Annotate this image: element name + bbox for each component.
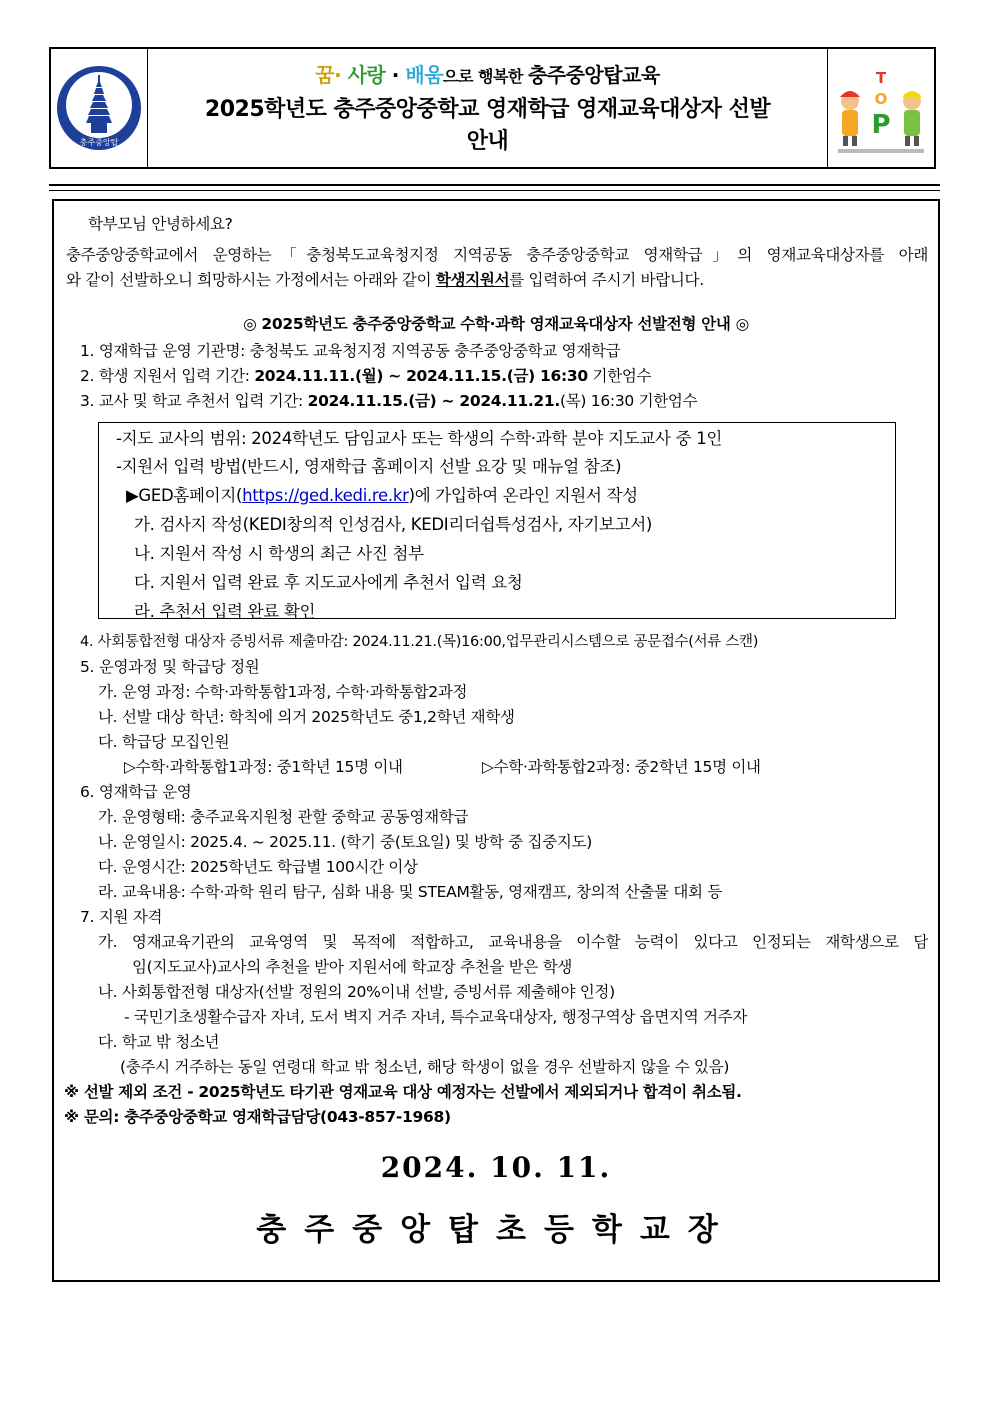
item-7-b1: - 국민기초생활수급자 자녀, 도서 벽지 거주 자녀, 특수교육대상자, 행정구역상 읍면지역 거주자: [124, 1008, 748, 1026]
item-5-head: 5. 운영과정 및 학급당 정원: [80, 658, 260, 676]
box-line-4: 가. 검사지 작성(KEDI창의적 인성검사, KEDI리더쉽특성검사, 자기보고서): [134, 515, 653, 534]
issue-date: 2024. 10. 11.: [380, 1151, 612, 1184]
slogan-love: 사랑: [347, 63, 386, 87]
box-line-7: 라. 추천서 입력 완료 확인: [134, 602, 316, 621]
item-2: [80, 364, 651, 386]
slogan-particle: 으로: [443, 67, 478, 86]
slogan-learning: 배움: [405, 63, 444, 87]
item-6-c: 다. 운영시간: 2025학년도 학급별 100시간 이상: [98, 858, 418, 876]
divider-bottom: [49, 190, 940, 191]
intro-line-1: 충주중앙중학교에서 운영하는「충청북도교육청지정 지역공동 충주중앙중학교 영재학급」의 영재교육대상자를 아래: [66, 246, 928, 264]
item-6-b: 나. 운영일시: 2025.4. ~ 2025.11. (학기 중(토요일) 및 방학 중 집중지도): [98, 833, 592, 851]
item-3-suffix: (목) 16:30 기한엄수: [560, 392, 698, 410]
slogan-dot: ·: [334, 63, 342, 87]
box-line-6: 다. 지원서 입력 완료 후 지도교사에게 추천서 입력 요청: [134, 573, 523, 592]
item-6-head: 6. 영재학급 운영: [80, 783, 192, 801]
box-line-3-suffix: )에 가입하여 온라인 지원서 작성: [408, 486, 638, 505]
box-line-3-prefix: ▶GED홈페이지(: [126, 486, 243, 505]
greeting: 학부모님 안녕하세요?: [88, 215, 233, 233]
item-3: [80, 389, 697, 411]
item-5-b: 나. 선발 대상 학년: 학칙에 의거 2025학년도 중1,2학년 재학생: [98, 708, 515, 726]
top-mascot-icon: [828, 49, 934, 167]
slogan-dot: ·: [385, 63, 399, 87]
item-3-period: 2024.11.15.(금) ~ 2024.11.21.: [307, 392, 560, 410]
box-line-5: 나. 지원서 작성 시 학생의 최근 사진 첨부: [134, 544, 424, 563]
pagoda-emblem-icon: [51, 49, 147, 167]
title-line-2: 안내: [466, 129, 509, 154]
box-line-3: [126, 482, 638, 506]
item-4: 4. 사회통합전형 대상자 증빙서류 제출마감: 2024.11.21.(목)16:00,업무관리시스템으로 공문접수(서류 스캔): [80, 634, 759, 650]
intro-text: 와 같이 선발하오니 희망하시는 가정에서는 아래와 같이: [66, 271, 436, 289]
item-5-c: 다. 학급당 모집인원: [98, 733, 230, 751]
item-6-d: 라. 교육내용: 수학·과학 원리 탐구, 심화 내용 및 STEAM활동, 영재캠프, 창의적 산출물 대회 등: [98, 883, 722, 901]
item-7-b: 나. 사회통합전형 대상자(선발 정원의 20%이내 선발, 증빙서류 제출해야 인정): [98, 983, 615, 1001]
intro-line-2: [66, 268, 704, 290]
item-2-label: 2. 학생 지원서 입력 기간:: [80, 367, 255, 385]
item-7-c: 다. 학교 밖 청소년: [98, 1033, 220, 1051]
item-7-head: 7. 지원 자격: [80, 908, 163, 926]
ged-homepage-link[interactable]: https://ged.kedi.re.kr: [242, 486, 409, 505]
slogan: [148, 59, 827, 88]
divider-top: [49, 184, 940, 186]
slogan-brand: 충주중앙탑교육: [527, 63, 660, 87]
mascot-letter-t: T: [875, 69, 887, 87]
notice-body: [52, 199, 940, 1282]
principal-signature: 충주중앙탑초등학교장: [256, 1212, 736, 1248]
note-exclusion: ※ 선발 제외 조건 - 2025학년도 타기관 영재교육 대상 예정자는 선발에서 제외되거나 합격이 취소됨.: [64, 1083, 742, 1101]
item-6-a: 가. 운영형태: 충주교육지원청 관할 중학교 공동영재학급: [98, 808, 469, 826]
box-line-2: -지원서 입력 방법(반드시, 영재학급 홈페이지 선발 요강 및 매뉴얼 참조): [116, 457, 622, 476]
mascot-logo: [827, 49, 934, 167]
intro-text-end: 를 입력하여 주시기 바랍니다.: [509, 271, 704, 289]
item-5-c2: ▷수학·과학통합2과정: 중2학년 15명 이내: [482, 758, 761, 776]
section-title: ◎ 2025학년도 충주중앙중학교 수학·과학 영재교육대상자 선발전형 안내 ◎: [243, 315, 749, 333]
box-line-1: -지도 교사의 범위: 2024학년도 담임교사 또는 학생의 수학·과학 분야 지도교사 중 1인: [116, 429, 723, 448]
page-title: [148, 94, 827, 158]
item-5-c1: ▷수학·과학통합1과정: 중1학년 15명 이내: [124, 758, 403, 776]
application-method-box: [98, 422, 896, 619]
slogan-dream: 꿈: [315, 63, 335, 87]
header-table: [49, 47, 936, 169]
note-contact: ※ 문의: 충주중앙중학교 영재학급담당(043-857-1968): [64, 1108, 451, 1126]
item-7-a1: 가. 영재교육기관의 교육영역 및 목적에 적합하고, 교육내용을 이수할 능력이 있다고 인정되는 재학생으로 담: [98, 933, 928, 951]
item-7-a2: 임(지도교사)교사의 추천을 받아 지원서에 학교장 추천을 받은 학생: [132, 958, 573, 976]
mascot-letter-p: P: [871, 110, 891, 140]
item-7-c1: (충주시 거주하는 동일 연령대 학교 밖 청소년, 해당 학생이 없을 경우 선발하지 않을 수 있음): [120, 1058, 730, 1076]
title-line-1: 2025학년도 충주중앙중학교 영재학급 영재교육대상자 선발: [204, 97, 771, 122]
logo-text: 충주중앙탑: [79, 138, 119, 147]
mascot-letter-o: O: [874, 90, 888, 108]
item-2-suffix: 기한엄수: [587, 367, 652, 385]
intro-highlight: 학생지원서: [435, 271, 510, 289]
item-3-label: 3. 교사 및 학교 추천서 입력 기간:: [80, 392, 308, 410]
item-2-period: 2024.11.11.(월) ~ 2024.11.15.(금) 16:30: [254, 367, 588, 385]
item-1: 1. 영재학급 운영 기관명: 충청북도 교육청지정 지역공동 충주중앙중학교 영재학급: [80, 342, 621, 360]
school-logo: [51, 49, 148, 167]
slogan-happy: 행복한: [478, 67, 528, 86]
item-5-a: 가. 운영 과정: 수학·과학통합1과정, 수학·과학통합2과정: [98, 683, 468, 701]
